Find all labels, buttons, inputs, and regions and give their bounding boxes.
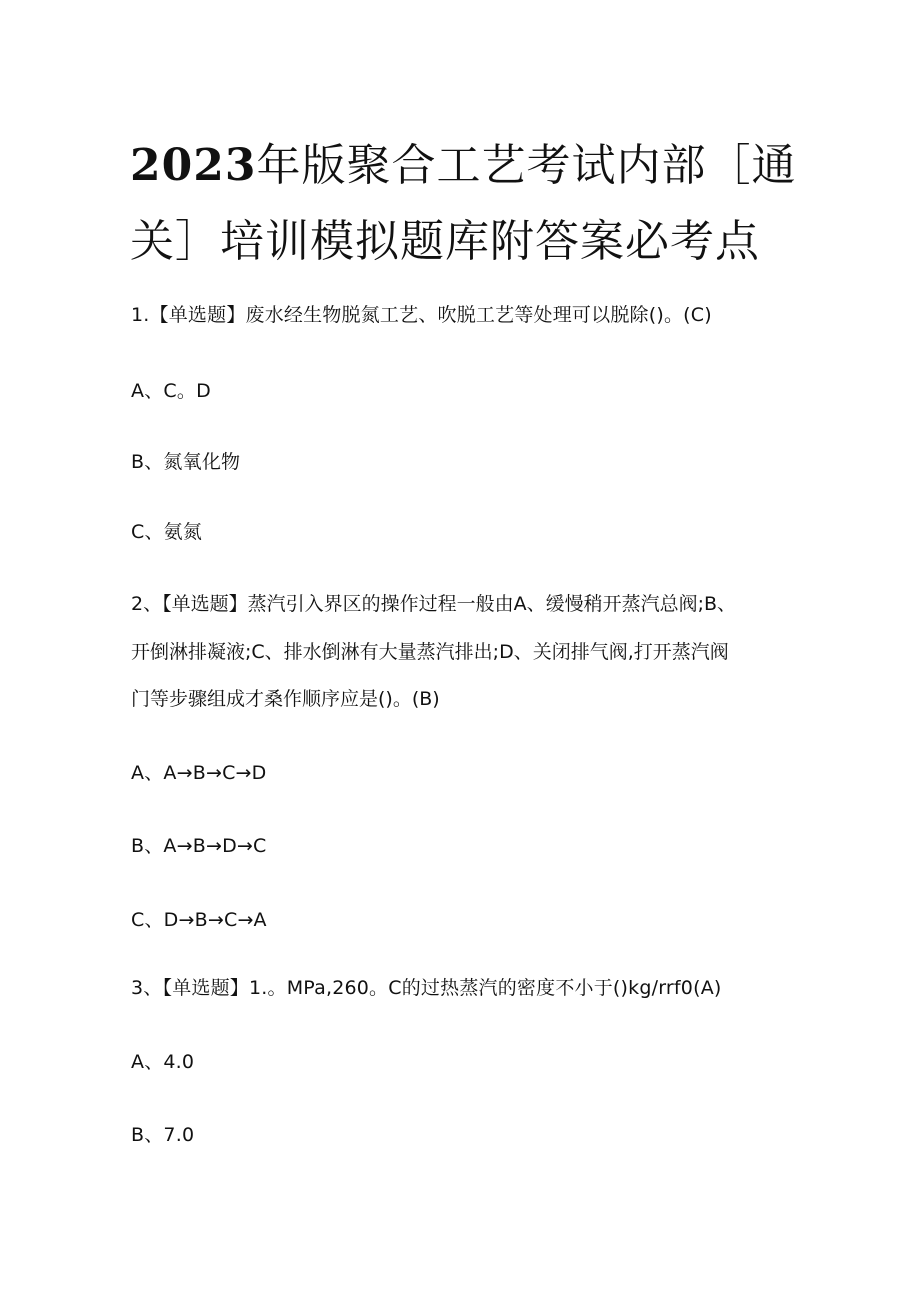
question-2-option-c: C、D→B→C→A xyxy=(131,909,267,931)
question-3-option-a: A、4.0 xyxy=(131,1051,195,1073)
question-1-option-a: A、C。D xyxy=(131,380,211,402)
question-3-stem: 3、【单选题】1.。MPa,260。C的过热蒸汽的密度不小于()kg∕rrf0(A) xyxy=(131,977,722,999)
question-3-option-b: B、7.0 xyxy=(131,1124,195,1146)
question-2-option-b: B、A→B→D→C xyxy=(131,835,267,857)
document-title-line-1-text: 年版聚合工艺考试内部［通 xyxy=(256,140,797,191)
question-1-option-b: B、氮氧化物 xyxy=(131,451,241,473)
question-2-option-a: A、A→B→C→D xyxy=(131,762,267,784)
question-2-stem-line-2: 开倒淋排凝液;C、排水倒淋有大量蒸汽排出;D、关闭排气阀,打开蒸汽阀 xyxy=(131,641,729,663)
question-2-stem-line-3: 门等步骤组成才桑作顺序应是()。(B) xyxy=(131,688,440,710)
question-1-option-c: C、氨氮 xyxy=(131,521,203,543)
document-title-line-2: 关］培训模拟题库附答案必考点 xyxy=(130,216,760,267)
document-title xyxy=(130,128,797,280)
document-title-line-1 xyxy=(130,128,797,204)
question-2-stem-line-1: 2、【单选题】蒸汽引入界区的操作过程一般由A、缓慢稍开蒸汽总阀;B、 xyxy=(131,593,737,615)
document-title-year: 2023 xyxy=(130,140,257,191)
question-1-stem: 1.【单选题】废水经生物脱氮工艺、吹脱工艺等处理可以脱除()。(C) xyxy=(131,304,712,326)
